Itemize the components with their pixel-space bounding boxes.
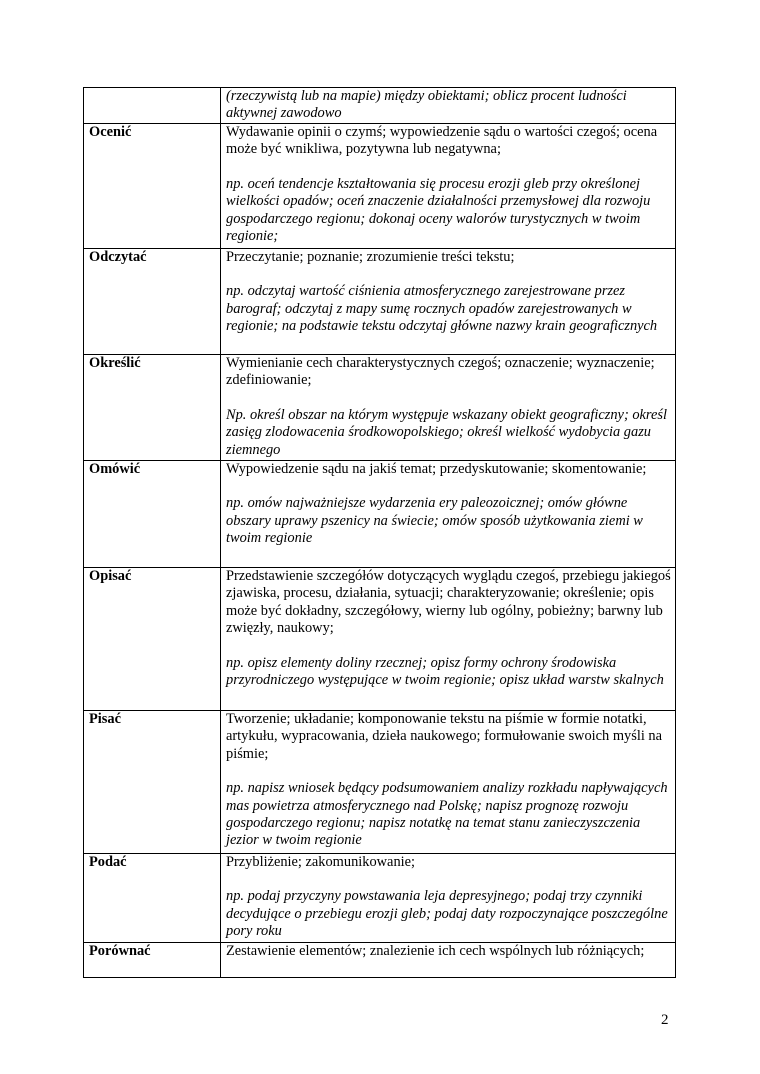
example-text: np. omów najważniejsze wydarzenia ery paleozoicznej; omów główne obszary uprawy pszenicy na świecie; omów sposób użytkowania ziemi w twoim regionie (226, 495, 643, 547)
description-cell (221, 711, 676, 854)
page-number: 2 (661, 1012, 669, 1028)
definition-text: Wydawanie opinii o czymś; wypowiedzenie sądu o wartości czegoś; ocena może być wnikliwa, pozytywna lub negatywna; (226, 124, 658, 158)
description-cell (221, 461, 676, 568)
definition-text: Wymienianie cech charakterystycznych czegoś; oznaczenie; wyznaczenie; zdefiniowanie; (226, 355, 655, 389)
table-row (84, 88, 676, 124)
table-row (84, 124, 676, 249)
definition-text: Przybliżenie; zakomunikowanie; (226, 854, 416, 870)
term-cell: Odczytać (84, 249, 221, 355)
table-row (84, 854, 676, 943)
description-cell (221, 124, 676, 249)
example-text: Np. określ obszar na którym występuje wskazany obiekt geograficzny; określ zasięg zlodowacenia środkowopolskiego; określ wielkość wydobycia gazu ziemnego (226, 406, 667, 458)
description-cell (221, 249, 676, 355)
example-text: np. oceń tendencje kształtowania się procesu erozji gleb przy określonej wielkości opadów; oceń znaczenie działalności przemysłowej dla rozwoju gospodarczego regionu; dokonaj oceny walorów turystycznych w twoim regionie; (226, 175, 651, 245)
description-cell (221, 943, 676, 978)
example-text: np. napisz wniosek będący podsumowaniem analizy rozkładu napływających mas powietrza atmosferycznego nad Polskę; napisz prognozę rozwoju gospodarczego regionu; napisz notatkę na temat stanu zanieczyszczenia jezior w twoim regionie (226, 780, 668, 849)
definitions-table-body (84, 88, 676, 978)
description-cell (221, 854, 676, 943)
table-row (84, 461, 676, 568)
table-row (84, 249, 676, 355)
table-row (84, 355, 676, 461)
example-text: (rzeczywistą lub na mapie) między obiektami; oblicz procent ludności aktywnej zawodowo (226, 88, 627, 122)
term-cell: Podać (84, 854, 221, 943)
term-cell: Porównać (84, 943, 221, 978)
description-cell (221, 568, 676, 711)
term-cell: Omówić (84, 461, 221, 568)
example-text: np. odczytaj wartość ciśnienia atmosferycznego zarejestrowane przez barograf; odczytaj z mapy sumę rocznych opadów zarejestrowanych w regionie; na podstawie tekstu odczytaj główne nazwy krain geograficznych (226, 283, 658, 335)
definition-text: Przeczytanie; poznanie; zrozumienie treści tekstu; (226, 249, 515, 265)
description-cell (221, 88, 676, 124)
definitions-table (83, 87, 676, 978)
definition-text: Zestawienie elementów; znalezienie ich cech wspólnych lub różniących; (226, 943, 645, 959)
definition-text: Przedstawienie szczegółów dotyczących wyglądu czegoś, przebiegu jakiegoś zjawiska, procesu, działania, sytuacji; charakteryzowanie; określenie; opis może być dokładny, szczegółowy, wierny lub ogólny, pobieżny; barwny lub zwięzły, naukowy; (226, 568, 671, 637)
table-row (84, 711, 676, 854)
definition-text: Tworzenie; układanie; komponowanie tekstu na piśmie w formie notatki, artykułu, wypracowania, dzieła naukowego; formułowanie swoich myśli na piśmie; (226, 711, 662, 762)
table-row (84, 568, 676, 711)
table-row (84, 943, 676, 978)
term-cell: Ocenić (84, 124, 221, 249)
term-cell: Pisać (84, 711, 221, 854)
term-cell: Określić (84, 355, 221, 461)
description-cell (221, 355, 676, 461)
example-text: np. podaj przyczyny powstawania leja depresyjnego; podaj trzy czynniki decydujące o przebiegu erozji gleb; podaj daty rozpoczynające poszczególne pory roku (226, 888, 668, 940)
example-text: np. opisz elementy doliny rzecznej; opisz formy ochrony środowiska przyrodniczego występujące w twoim regionie; opisz układ warstw skalnych (226, 654, 664, 689)
term-cell (84, 88, 221, 124)
term-cell: Opisać (84, 568, 221, 711)
definition-text: Wypowiedzenie sądu na jakiś temat; przedyskutowanie; skomentowanie; (226, 461, 647, 477)
